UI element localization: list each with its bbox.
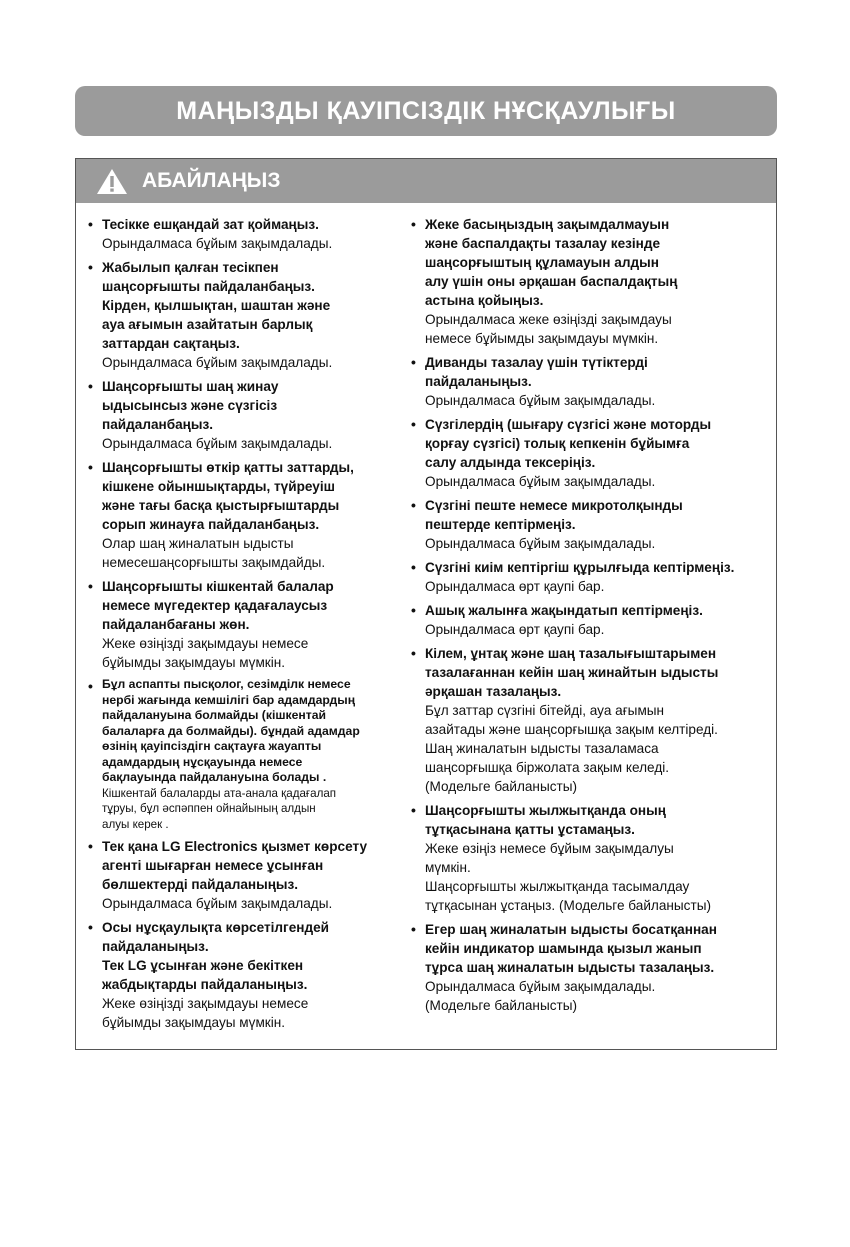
item-warning: Шаңсорғышты өткір қатты заттарды, кішкене ойыншықтарды, түйреуіш және тағы басқа қыстырғыштарды сорып жинауға пайдаланбаңыз. <box>102 460 354 532</box>
item-consequence: Орындалмаса жеке өзіңізді зақымдауы немесе бұйымды зақымдауы мүмкін. <box>425 312 672 346</box>
item-consequence: Орындалмаса бұйым зақымдалады. <box>102 896 333 911</box>
item-warning: Тек қана LG Electronics қызмет көрсету агенті шығарған немесе ұсынған бөлшектерді пайдаланыңыз. <box>102 839 368 892</box>
item-consequence: Бұл заттар сүзгіні бітейді, ауа ағымын азайтады және шаңсорғышқа зақым келтіреді. Шаң жиналатын ыдысты тазаламаса шаңсорғышқа біржолата зақым келеді. (Модельге байланысты) <box>425 703 718 794</box>
item-warning: Сүзгілердің (шығару сүзгісі және моторды қорғау сүзгісі) толық кепкенін бұйымға салу алдында тексеріңіз. <box>425 417 712 470</box>
item-consequence: Орындалмаса өрт қаупі бар. <box>425 579 605 594</box>
page-title: МАҢЫЗДЫ ҚАУІПСІЗДІК НҰСҚАУЛЫҒЫ <box>176 96 676 125</box>
item-consequence: Жеке өзіңізді зақымдауы немесе бұйымды зақымдауы мүмкін. <box>102 996 309 1030</box>
item-consequence: Орындалмаса бұйым зақымдалады. <box>425 474 656 489</box>
list-item: • Сүзгілердің (шығару сүзгісі және моторды қорғау сүзгісі) толық кепкенін бұйымға салу алдында тексеріңіз. Орындалмаса бұйым зақымдалады. <box>409 415 771 491</box>
item-warning: Осы нұсқаулықта көрсетілгендей пайдаланыңыз. Тек LG ұсынған және бекіткен жабдықтарды пайдаланыңыз. <box>102 920 330 992</box>
item-consequence: Орындалмаса өрт қаупі бар. <box>425 622 605 637</box>
list-item: • Тесікке ешқандай зат қоймаңыз. Орындалмаса бұйым зақымдалады. <box>86 215 406 253</box>
item-warning: Бұл аспапты пысқолог, сезімділк немесе нербі жағында кемшілігі бар адамдардың пайдалануына болмайды (кішкентай балаларға да болмайды). бұндай адамдар өзінің қауіпсіздігн сақтауға жауапты адамдардың нұсқауында немесе бақлауында пайдалануына болады . <box>102 677 360 784</box>
list-item: • Жеке басыңыздың зақымдалмауын және баспалдақты тазалау кезінде шаңсорғыштың құламауын алдын алу үшін оны әрқашан баспалдақтың астына қойыңыз. Орындалмаса жеке өзіңізді зақымдауы немесе бұйымды зақымдауы мүмкін. <box>409 215 771 348</box>
item-consequence: Орындалмаса бұйым зақымдалады. (Модельге байланысты) <box>425 979 656 1013</box>
item-warning: Шаңсорғышты жылжытқанда оның тұтқасынана қатты ұстамаңыз. <box>425 803 666 837</box>
item-consequence: Орындалмаса бұйым зақымдалады. <box>102 355 333 370</box>
list-item: • Диванды тазалау үшін түтіктерді пайдаланыңыз. Орындалмаса бұйым зақымдалады. <box>409 353 771 410</box>
item-consequence: Орындалмаса бұйым зақымдалады. <box>425 536 656 551</box>
item-warning: Шаңсорғышты кішкентай балалар немесе мүгедектер қадағалаусыз пайдаланбағаны жөн. <box>102 579 334 632</box>
item-consequence: Жеке өзіңізді зақымдауы немесе бұйымды зақымдауы мүмкін. <box>102 636 309 670</box>
caution-label: АБАЙЛАҢЫЗ <box>142 169 281 192</box>
caution-box <box>75 158 777 1050</box>
list-item: • Сүзгіні пеште немесе микротолқынды пештерде кептірмеңіз. Орындалмаса бұйым зақымдалады. <box>409 496 771 553</box>
item-warning: Жеке басыңыздың зақымдалмауын және баспалдақты тазалау кезінде шаңсорғыштың құламауын алдын алу үшін оны әрқашан баспалдақтың астына қойыңыз. <box>425 217 678 308</box>
list-item: • Бұл аспапты пысқолог, сезімділк немесе нербі жағында кемшілігі бар адамдардың пайдалануына болмайды (кішкентай балаларға да болмайды). бұндай адамдар өзінің қауіпсіздігн сақтауға жауапты адамдардың нұсқауында немесе бақлауында пайдалануына болады . Кішкентай балаларды ата-анала қадағалап тұруы, бұл әспәппен ойнайының алдын алуы керек . <box>86 677 406 832</box>
list-item: • Сүзгіні киім кептіргіш құрылғыда кептірмеңіз. Орындалмаса өрт қаупі бар. <box>409 558 771 596</box>
item-consequence: Олар шаң жиналатын ыдысты немесешаңсорғышты зақымдайды. <box>102 536 326 570</box>
item-warning: Кілем, ұнтақ және шаң тазалығыштарымен тазалағаннан кейін шаң жинайтын ыдысты әрқашан тазалаңыз. <box>425 646 719 699</box>
item-warning: Сүзгіні пеште немесе микротолқынды пештерде кептірмеңіз. <box>425 498 683 532</box>
caution-header <box>76 159 776 203</box>
list-item: • Тек қана LG Electronics қызмет көрсету агенті шығарған немесе ұсынған бөлшектерді пайдаланыңыз. Орындалмаса бұйым зақымдалады. <box>86 837 406 913</box>
item-warning: Ашық жалынға жақындатып кептірмеңіз. <box>425 603 703 618</box>
list-item: • Жабылып қалған тесікпен шаңсорғышты пайдаланбаңыз. Кірден, қылшықтан, шаштан және ауа ағымын азайтатын барлық заттардан сақтаңыз. Орындалмаса бұйым зақымдалады. <box>86 258 406 372</box>
item-warning: Диванды тазалау үшін түтіктерді пайдаланыңыз. <box>425 355 648 389</box>
list-item: • Шаңсорғышты жылжытқанда оның тұтқасынана қатты ұстамаңыз. Жеке өзіңіз немесе бұйым зақымдалуы мүмкін. Шаңсорғышты жылжытқанда тасымалдау тұтқасынан ұстаңыз. (Модельге байланысты) <box>409 801 771 915</box>
list-item: • Шаңсорғышты шаң жинау ыдысынсыз және сүзгісіз пайдаланбаңыз. Орындалмаса бұйым зақымдалады. <box>86 377 406 453</box>
item-consequence: Жеке өзіңіз немесе бұйым зақымдалуы мүмкін. Шаңсорғышты жылжытқанда тасымалдау тұтқасынан ұстаңыз. (Модельге байланысты) <box>425 841 711 913</box>
list-item: • Егер шаң жиналатын ыдысты босатқаннан кейін индикатор шамында қызыл жанып тұрса шаң жиналатын ыдысты тазалаңыз. Орындалмаса бұйым зақымдалады. (Модельге байланысты) <box>409 920 771 1015</box>
left-column <box>86 215 406 1037</box>
list-item: • Кілем, ұнтақ және шаң тазалығыштарымен тазалағаннан кейін шаң жинайтын ыдысты әрқашан тазалаңыз. Бұл заттар сүзгіні бітейді, ауа ағымын азайтады және шаңсорғышқа зақым келтіреді. Шаң жиналатын ыдысты тазаламаса шаңсорғышқа біржолата зақым келеді. (Модельге байланысты) <box>409 644 771 796</box>
right-column <box>409 215 771 1020</box>
list-item: • Ашық жалынға жақындатып кептірмеңіз. Орындалмаса өрт қаупі бар. <box>409 601 771 639</box>
item-consequence: Орындалмаса бұйым зақымдалады. <box>425 393 656 408</box>
item-warning: Егер шаң жиналатын ыдысты босатқаннан кейін индикатор шамында қызыл жанып тұрса шаң жиналатын ыдысты тазалаңыз. <box>425 922 717 975</box>
warning-triangle-icon <box>96 167 128 195</box>
item-warning: Жабылып қалған тесікпен шаңсорғышты пайдаланбаңыз. Кірден, қылшықтан, шаштан және ауа ағымын азайтатын барлық заттардан сақтаңыз. <box>102 260 331 351</box>
list-item: • Осы нұсқаулықта көрсетілгендей пайдаланыңыз. Тек LG ұсынған және бекіткен жабдықтарды пайдаланыңыз. Жеке өзіңізді зақымдауы немесе бұйымды зақымдауы мүмкін. <box>86 918 406 1032</box>
item-warning: Сүзгіні киім кептіргіш құрылғыда кептірмеңіз. <box>425 560 735 575</box>
item-consequence: Орындалмаса бұйым зақымдалады. <box>102 236 333 251</box>
item-warning: Тесікке ешқандай зат қоймаңыз. <box>102 217 319 232</box>
list-item: • Шаңсорғышты кішкентай балалар немесе мүгедектер қадағалаусыз пайдаланбағаны жөн. Жеке өзіңізді зақымдауы немесе бұйымды зақымдауы мүмкін. <box>86 577 406 672</box>
list-item: • Шаңсорғышты өткір қатты заттарды, кішкене ойыншықтарды, түйреуіш және тағы басқа қыстырғыштарды сорып жинауға пайдаланбаңыз. Олар шаң жиналатын ыдысты немесешаңсорғышты зақымдайды. <box>86 458 406 572</box>
item-warning: Шаңсорғышты шаң жинау ыдысынсыз және сүзгісіз пайдаланбаңыз. <box>102 379 279 432</box>
item-consequence: Орындалмаса бұйым зақымдалады. <box>102 436 333 451</box>
item-consequence: Кішкентай балаларды ата-анала қадағалап тұруы, бұл әспәппен ойнайының алдын алуы керек . <box>102 786 337 831</box>
title-bar <box>75 86 777 136</box>
